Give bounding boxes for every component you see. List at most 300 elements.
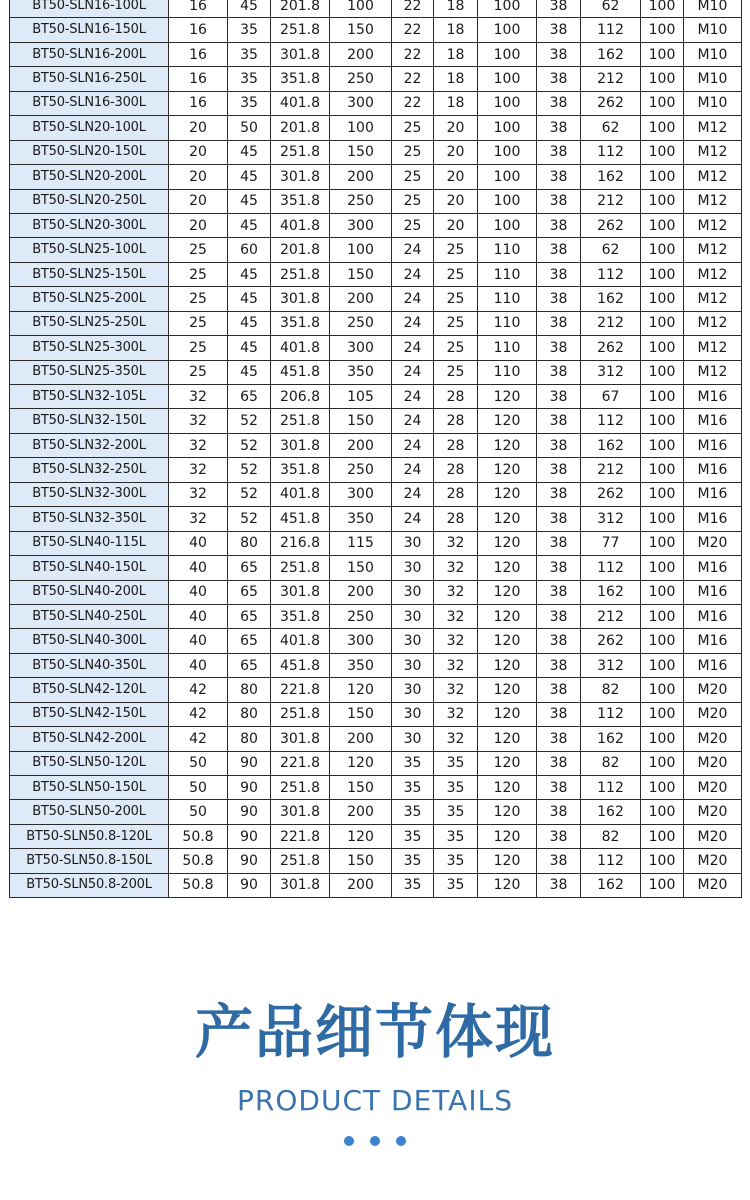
- table-cell: 120: [330, 751, 392, 775]
- table-cell: 301.8: [271, 800, 330, 824]
- table-cell: 300: [330, 336, 392, 360]
- table-cell: 100: [330, 116, 392, 140]
- table-cell: 42: [169, 678, 228, 702]
- table-cell: 28: [434, 433, 478, 457]
- table-cell: 32: [434, 604, 478, 628]
- section-title: 产品细节体现: [194, 998, 555, 1066]
- table-cell: 38: [537, 91, 581, 115]
- table-cell: 110: [478, 262, 537, 286]
- table-row: [10, 287, 742, 311]
- table-cell: 38: [537, 189, 581, 213]
- table-cell: 24: [392, 336, 434, 360]
- table-cell: 90: [228, 776, 271, 800]
- table-cell: 100: [330, 0, 392, 18]
- table-cell: 38: [537, 311, 581, 335]
- table-cell: 201.8: [271, 116, 330, 140]
- table-cell: 38: [537, 262, 581, 286]
- table-row: [10, 824, 742, 848]
- table-cell: 22: [392, 91, 434, 115]
- table-cell: 312: [581, 507, 641, 531]
- table-row: [10, 507, 742, 531]
- table-cell: 251.8: [271, 18, 330, 42]
- model-cell: BT50-SLN40-115L: [10, 531, 169, 555]
- table-cell: 25: [169, 336, 228, 360]
- table-cell: 221.8: [271, 751, 330, 775]
- table-cell: 28: [434, 458, 478, 482]
- table-cell: 401.8: [271, 336, 330, 360]
- table-cell: 90: [228, 800, 271, 824]
- table-cell: 45: [228, 140, 271, 164]
- table-cell: 38: [537, 238, 581, 262]
- table-cell: M12: [684, 165, 742, 189]
- table-cell: 112: [581, 18, 641, 42]
- table-cell: 100: [641, 262, 684, 286]
- table-cell: 206.8: [271, 385, 330, 409]
- table-cell: 38: [537, 336, 581, 360]
- table-cell: 80: [228, 727, 271, 751]
- model-cell: BT50-SLN20-300L: [10, 213, 169, 237]
- table-cell: 250: [330, 311, 392, 335]
- table-row: [10, 360, 742, 384]
- table-cell: M16: [684, 507, 742, 531]
- table-cell: 150: [330, 409, 392, 433]
- table-cell: 150: [330, 776, 392, 800]
- table-cell: 42: [169, 727, 228, 751]
- model-cell: BT50-SLN32-200L: [10, 433, 169, 457]
- table-cell: 32: [169, 507, 228, 531]
- table-cell: 20: [169, 165, 228, 189]
- table-cell: 100: [641, 409, 684, 433]
- table-cell: 100: [641, 336, 684, 360]
- table-cell: 112: [581, 262, 641, 286]
- table-cell: M12: [684, 287, 742, 311]
- table-cell: 200: [330, 42, 392, 66]
- model-cell: BT50-SLN20-250L: [10, 189, 169, 213]
- table-cell: M16: [684, 458, 742, 482]
- table-cell: 20: [169, 189, 228, 213]
- table-cell: 251.8: [271, 849, 330, 873]
- table-cell: 100: [641, 702, 684, 726]
- table-cell: 110: [478, 360, 537, 384]
- model-cell: BT50-SLN40-300L: [10, 629, 169, 653]
- table-cell: 300: [330, 213, 392, 237]
- table-row: [10, 482, 742, 506]
- table-row: [10, 604, 742, 628]
- table-cell: 20: [169, 140, 228, 164]
- table-cell: 38: [537, 507, 581, 531]
- table-cell: 30: [392, 531, 434, 555]
- table-cell: M12: [684, 336, 742, 360]
- table-cell: 90: [228, 824, 271, 848]
- table-row: [10, 336, 742, 360]
- table-cell: 38: [537, 702, 581, 726]
- table-cell: 25: [169, 262, 228, 286]
- table-cell: 112: [581, 140, 641, 164]
- table-cell: 100: [641, 531, 684, 555]
- dot: [396, 1136, 406, 1146]
- table-cell: 200: [330, 873, 392, 897]
- table-cell: M16: [684, 580, 742, 604]
- table-cell: 100: [478, 67, 537, 91]
- table-cell: 24: [392, 238, 434, 262]
- table-cell: 24: [392, 409, 434, 433]
- table-row: [10, 678, 742, 702]
- table-cell: 32: [169, 433, 228, 457]
- table-cell: 120: [478, 433, 537, 457]
- table-cell: 301.8: [271, 287, 330, 311]
- table-cell: 90: [228, 873, 271, 897]
- table-cell: M20: [684, 751, 742, 775]
- table-cell: 32: [434, 531, 478, 555]
- table-cell: 221.8: [271, 678, 330, 702]
- table-cell: 28: [434, 385, 478, 409]
- table-cell: 35: [392, 873, 434, 897]
- model-cell: BT50-SLN16-250L: [10, 67, 169, 91]
- table-cell: 162: [581, 873, 641, 897]
- table-cell: 120: [478, 653, 537, 677]
- table-cell: 112: [581, 849, 641, 873]
- table-cell: 24: [392, 433, 434, 457]
- model-cell: BT50-SLN16-100L: [10, 0, 169, 18]
- table-cell: 112: [581, 776, 641, 800]
- model-cell: BT50-SLN25-150L: [10, 262, 169, 286]
- table-cell: 32: [434, 556, 478, 580]
- table-cell: 100: [641, 824, 684, 848]
- table-cell: 25: [392, 140, 434, 164]
- table-cell: 201.8: [271, 0, 330, 18]
- model-cell: BT50-SLN25-200L: [10, 287, 169, 311]
- table-cell: 62: [581, 238, 641, 262]
- table-cell: M10: [684, 0, 742, 18]
- table-cell: 28: [434, 482, 478, 506]
- table-cell: 100: [641, 776, 684, 800]
- table-cell: 350: [330, 507, 392, 531]
- table-cell: 112: [581, 409, 641, 433]
- table-cell: 120: [478, 727, 537, 751]
- table-cell: 16: [169, 18, 228, 42]
- table-cell: 65: [228, 385, 271, 409]
- table-cell: 100: [641, 482, 684, 506]
- table-cell: 38: [537, 482, 581, 506]
- table-cell: 50.8: [169, 824, 228, 848]
- table-cell: 30: [392, 678, 434, 702]
- model-cell: BT50-SLN25-250L: [10, 311, 169, 335]
- table-cell: 38: [537, 751, 581, 775]
- table-cell: M16: [684, 409, 742, 433]
- model-cell: BT50-SLN32-300L: [10, 482, 169, 506]
- table-cell: 120: [330, 678, 392, 702]
- table-cell: 38: [537, 580, 581, 604]
- table-cell: 16: [169, 67, 228, 91]
- table-cell: 50: [169, 800, 228, 824]
- table-cell: 45: [228, 287, 271, 311]
- table-cell: M10: [684, 42, 742, 66]
- table-cell: 38: [537, 165, 581, 189]
- table-cell: 401.8: [271, 91, 330, 115]
- table-cell: 301.8: [271, 727, 330, 751]
- table-cell: 38: [537, 800, 581, 824]
- table-row: [10, 727, 742, 751]
- table-cell: 32: [434, 678, 478, 702]
- table-cell: 38: [537, 653, 581, 677]
- model-cell: BT50-SLN16-200L: [10, 42, 169, 66]
- table-cell: 110: [478, 238, 537, 262]
- table-cell: 100: [478, 189, 537, 213]
- table-cell: 216.8: [271, 531, 330, 555]
- table-cell: 120: [478, 824, 537, 848]
- table-cell: 301.8: [271, 165, 330, 189]
- table-cell: 30: [392, 629, 434, 653]
- table-cell: 250: [330, 604, 392, 628]
- table-row: [10, 311, 742, 335]
- table-cell: 201.8: [271, 238, 330, 262]
- table-cell: 38: [537, 556, 581, 580]
- table-cell: 25: [169, 360, 228, 384]
- table-cell: 16: [169, 0, 228, 18]
- table-cell: 120: [478, 507, 537, 531]
- table-cell: 45: [228, 165, 271, 189]
- table-cell: 120: [478, 849, 537, 873]
- table-cell: 120: [478, 580, 537, 604]
- table-cell: 200: [330, 165, 392, 189]
- table-cell: 120: [478, 678, 537, 702]
- table-cell: M16: [684, 433, 742, 457]
- table-cell: 351.8: [271, 311, 330, 335]
- table-cell: 150: [330, 556, 392, 580]
- table-row: [10, 213, 742, 237]
- table-cell: 30: [392, 653, 434, 677]
- table-cell: 30: [392, 702, 434, 726]
- table-cell: 38: [537, 824, 581, 848]
- table-cell: 301.8: [271, 433, 330, 457]
- table-cell: 24: [392, 360, 434, 384]
- table-row: [10, 18, 742, 42]
- table-cell: 38: [537, 116, 581, 140]
- table-cell: 100: [641, 287, 684, 311]
- model-cell: BT50-SLN25-350L: [10, 360, 169, 384]
- table-cell: 65: [228, 629, 271, 653]
- table-cell: 40: [169, 556, 228, 580]
- table-cell: 62: [581, 116, 641, 140]
- table-cell: 100: [641, 213, 684, 237]
- table-cell: 16: [169, 42, 228, 66]
- table-cell: M12: [684, 116, 742, 140]
- table-cell: 120: [478, 482, 537, 506]
- spec-table-body: [10, 0, 742, 898]
- table-cell: 120: [478, 751, 537, 775]
- table-cell: 35: [434, 873, 478, 897]
- table-cell: 18: [434, 18, 478, 42]
- table-cell: M20: [684, 678, 742, 702]
- table-cell: 251.8: [271, 556, 330, 580]
- table-cell: 162: [581, 433, 641, 457]
- table-cell: 20: [169, 213, 228, 237]
- table-cell: 162: [581, 580, 641, 604]
- dot: [370, 1136, 380, 1146]
- table-cell: 38: [537, 531, 581, 555]
- table-cell: 32: [169, 385, 228, 409]
- table-cell: 100: [641, 678, 684, 702]
- table-cell: 100: [641, 800, 684, 824]
- table-cell: 40: [169, 580, 228, 604]
- table-cell: 25: [169, 311, 228, 335]
- table-cell: 100: [641, 91, 684, 115]
- table-cell: 100: [641, 140, 684, 164]
- table-cell: 82: [581, 678, 641, 702]
- section-subtitle: PRODUCT DETAILS: [237, 1084, 513, 1117]
- table-cell: M16: [684, 629, 742, 653]
- table-cell: 401.8: [271, 629, 330, 653]
- table-cell: 38: [537, 849, 581, 873]
- model-cell: BT50-SLN50.8-120L: [10, 824, 169, 848]
- table-cell: 25: [434, 360, 478, 384]
- table-cell: 16: [169, 91, 228, 115]
- table-cell: 200: [330, 287, 392, 311]
- table-cell: 18: [434, 91, 478, 115]
- table-cell: 100: [641, 580, 684, 604]
- table-cell: M20: [684, 849, 742, 873]
- table-cell: 25: [434, 311, 478, 335]
- table-cell: 100: [641, 18, 684, 42]
- table-cell: 32: [434, 702, 478, 726]
- table-cell: 301.8: [271, 580, 330, 604]
- table-cell: 90: [228, 751, 271, 775]
- table-cell: 262: [581, 213, 641, 237]
- table-cell: 200: [330, 433, 392, 457]
- table-cell: 120: [478, 604, 537, 628]
- table-cell: 162: [581, 287, 641, 311]
- model-cell: BT50-SLN25-100L: [10, 238, 169, 262]
- model-cell: BT50-SLN40-200L: [10, 580, 169, 604]
- table-cell: 120: [478, 556, 537, 580]
- table-cell: 100: [641, 629, 684, 653]
- table-cell: 162: [581, 42, 641, 66]
- table-cell: 150: [330, 702, 392, 726]
- table-cell: 251.8: [271, 409, 330, 433]
- table-cell: 35: [228, 42, 271, 66]
- table-cell: 100: [641, 42, 684, 66]
- table-cell: 38: [537, 18, 581, 42]
- table-cell: 300: [330, 91, 392, 115]
- table-cell: 40: [169, 531, 228, 555]
- table-cell: 100: [641, 165, 684, 189]
- table-cell: 100: [641, 0, 684, 18]
- table-cell: 100: [478, 18, 537, 42]
- model-cell: BT50-SLN42-200L: [10, 727, 169, 751]
- table-row: [10, 849, 742, 873]
- table-cell: 150: [330, 262, 392, 286]
- table-cell: 350: [330, 653, 392, 677]
- table-cell: M20: [684, 727, 742, 751]
- table-cell: 100: [641, 604, 684, 628]
- table-cell: 24: [392, 482, 434, 506]
- table-cell: 40: [169, 604, 228, 628]
- table-cell: 200: [330, 800, 392, 824]
- table-cell: 35: [434, 849, 478, 873]
- table-cell: 150: [330, 18, 392, 42]
- table-cell: 120: [478, 873, 537, 897]
- table-cell: 45: [228, 262, 271, 286]
- table-cell: 35: [392, 751, 434, 775]
- table-cell: 18: [434, 67, 478, 91]
- table-cell: 100: [641, 67, 684, 91]
- dot: [344, 1136, 354, 1146]
- table-cell: 22: [392, 0, 434, 18]
- table-cell: 20: [434, 116, 478, 140]
- table-cell: 262: [581, 336, 641, 360]
- table-row: [10, 531, 742, 555]
- table-cell: 100: [641, 873, 684, 897]
- table-cell: 32: [434, 727, 478, 751]
- table-cell: 100: [641, 507, 684, 531]
- table-cell: 45: [228, 360, 271, 384]
- table-cell: 401.8: [271, 213, 330, 237]
- model-cell: BT50-SLN42-120L: [10, 678, 169, 702]
- table-cell: 38: [537, 385, 581, 409]
- table-cell: 30: [392, 604, 434, 628]
- table-cell: 162: [581, 800, 641, 824]
- table-row: [10, 653, 742, 677]
- model-cell: BT50-SLN50-120L: [10, 751, 169, 775]
- table-cell: 80: [228, 531, 271, 555]
- table-cell: 62: [581, 0, 641, 18]
- table-cell: 200: [330, 580, 392, 604]
- table-cell: 38: [537, 0, 581, 18]
- table-cell: 162: [581, 165, 641, 189]
- table-cell: 262: [581, 91, 641, 115]
- table-cell: 212: [581, 311, 641, 335]
- table-cell: 25: [434, 336, 478, 360]
- table-cell: 251.8: [271, 140, 330, 164]
- table-cell: 82: [581, 751, 641, 775]
- table-row: [10, 140, 742, 164]
- table-cell: 38: [537, 67, 581, 91]
- table-cell: 32: [169, 458, 228, 482]
- table-cell: 100: [641, 556, 684, 580]
- table-cell: 38: [537, 727, 581, 751]
- model-cell: BT50-SLN16-300L: [10, 91, 169, 115]
- table-cell: 35: [434, 824, 478, 848]
- table-cell: 120: [478, 776, 537, 800]
- table-cell: 22: [392, 18, 434, 42]
- table-row: [10, 262, 742, 286]
- table-cell: 301.8: [271, 873, 330, 897]
- table-cell: 212: [581, 458, 641, 482]
- table-cell: 35: [392, 849, 434, 873]
- table-cell: M20: [684, 873, 742, 897]
- table-cell: 38: [537, 458, 581, 482]
- table-cell: 38: [537, 213, 581, 237]
- table-cell: 28: [434, 409, 478, 433]
- table-row: [10, 189, 742, 213]
- table-cell: 100: [641, 849, 684, 873]
- table-cell: 25: [169, 238, 228, 262]
- table-cell: 40: [169, 629, 228, 653]
- table-cell: 35: [392, 824, 434, 848]
- table-cell: 50: [169, 776, 228, 800]
- table-cell: M10: [684, 91, 742, 115]
- table-cell: M12: [684, 238, 742, 262]
- table-cell: 451.8: [271, 360, 330, 384]
- table-cell: 25: [392, 116, 434, 140]
- table-cell: 52: [228, 507, 271, 531]
- table-cell: 120: [478, 629, 537, 653]
- table-cell: 451.8: [271, 507, 330, 531]
- table-cell: 45: [228, 189, 271, 213]
- table-cell: 25: [392, 213, 434, 237]
- table-cell: M12: [684, 213, 742, 237]
- table-cell: 251.8: [271, 262, 330, 286]
